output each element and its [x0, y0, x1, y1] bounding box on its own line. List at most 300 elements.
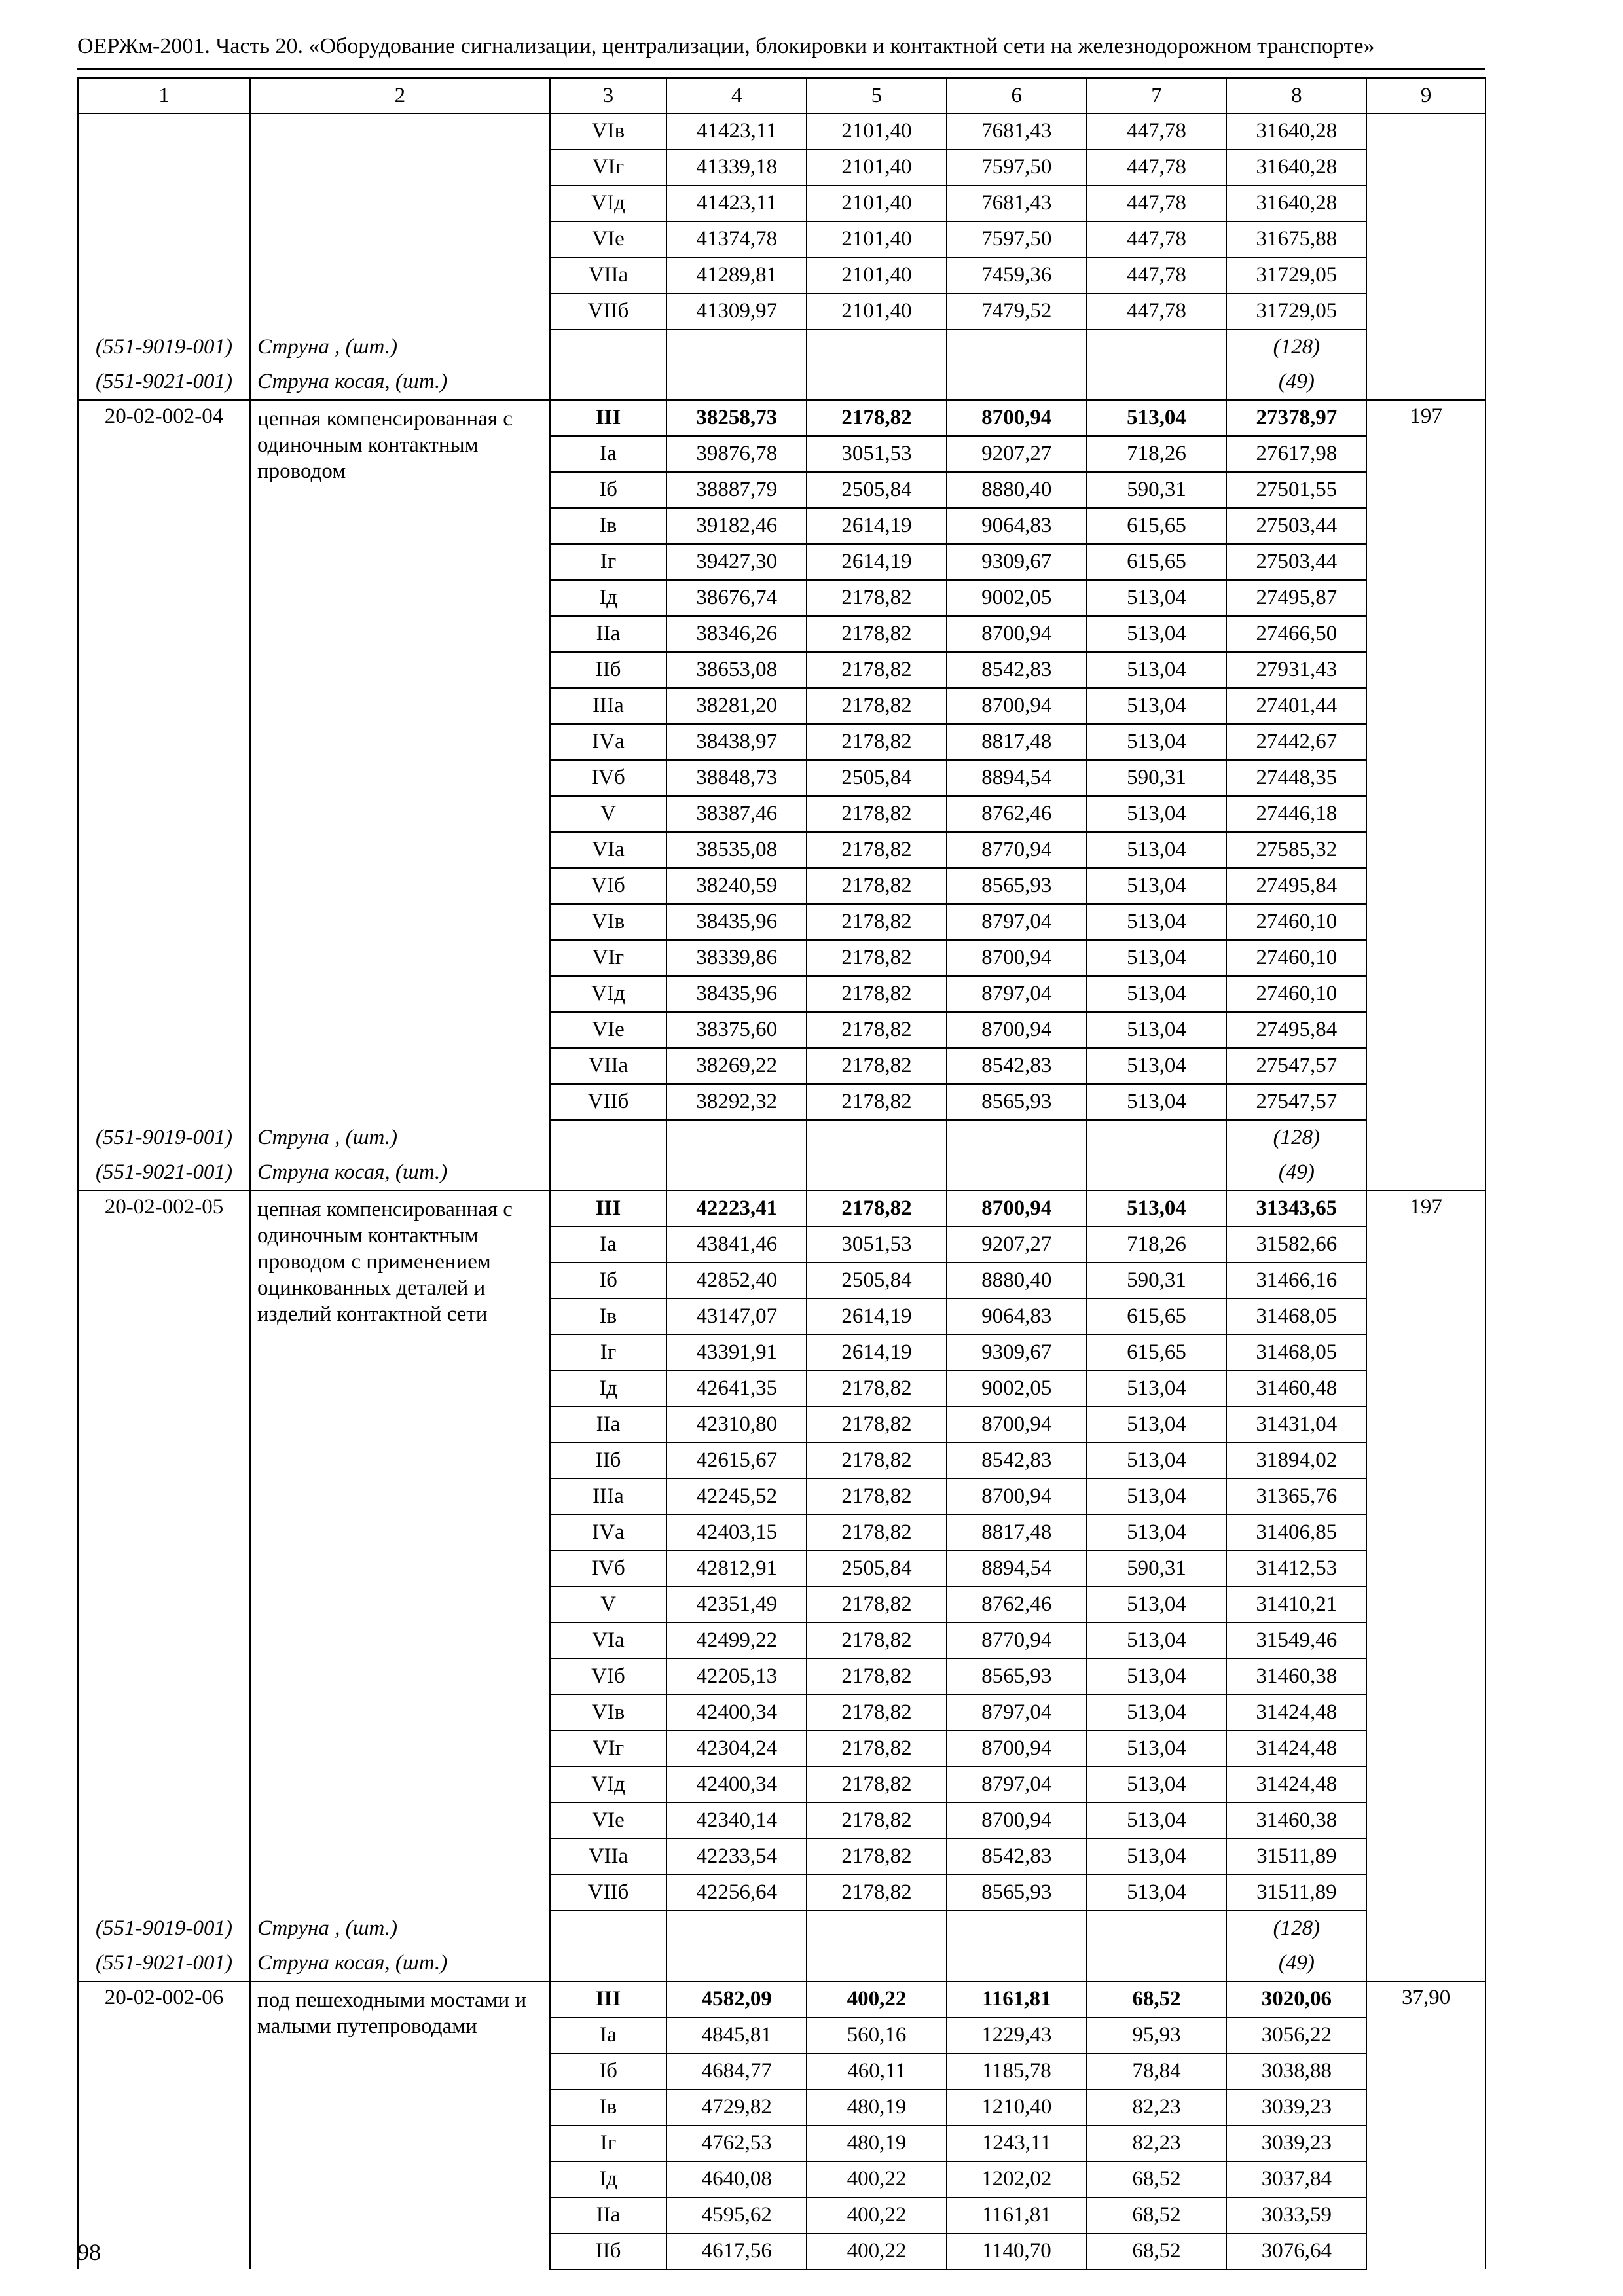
- value-cell: 513,04: [1087, 1191, 1227, 1227]
- zone-cell: IIа: [550, 616, 667, 652]
- value-cell: 42351,49: [666, 1587, 807, 1623]
- value-cell: 27503,44: [1226, 508, 1366, 544]
- value-cell: 8894,54: [947, 760, 1087, 796]
- value-cell: 4595,62: [666, 2197, 807, 2233]
- zone-cell: IIб: [550, 2233, 667, 2269]
- value-cell: 2101,40: [807, 149, 947, 185]
- labor-cell: 37,90: [1366, 1981, 1486, 2269]
- value-cell: 8700,94: [947, 1731, 1087, 1767]
- resource-note-row: [78, 1946, 1486, 1981]
- zone-cell: IIа: [550, 1407, 667, 1443]
- resource-code: (551-9021-001): [78, 1946, 250, 1981]
- value-cell: 31343,65: [1226, 1191, 1366, 1227]
- value-cell: 31431,04: [1226, 1407, 1366, 1443]
- zone-cell: IIб: [550, 652, 667, 688]
- value-cell: 3033,59: [1226, 2197, 1366, 2233]
- zone-cell: VIа: [550, 1623, 667, 1659]
- value-cell: 2178,82: [807, 1084, 947, 1120]
- value-cell: 43391,91: [666, 1335, 807, 1371]
- value-cell: 460,11: [807, 2053, 947, 2089]
- value-cell: 8700,94: [947, 1191, 1087, 1227]
- value-cell: 68,52: [1087, 2233, 1227, 2269]
- value-cell: 2178,82: [807, 1515, 947, 1551]
- zone-cell: IVа: [550, 724, 667, 760]
- value-cell: 27460,10: [1226, 940, 1366, 976]
- value-cell: 2101,40: [807, 221, 947, 257]
- resource-code: (551-9019-001): [78, 1120, 250, 1155]
- value-cell: 9207,27: [947, 1227, 1087, 1263]
- value-cell: 39182,46: [666, 508, 807, 544]
- value-cell: 7681,43: [947, 113, 1087, 149]
- value-cell: 41289,81: [666, 257, 807, 293]
- value-cell: 513,04: [1087, 1731, 1227, 1767]
- value-cell: 513,04: [1087, 1479, 1227, 1515]
- value-cell: 2614,19: [807, 508, 947, 544]
- value-cell: 3020,06: [1226, 1981, 1366, 2017]
- value-cell: 513,04: [1087, 1084, 1227, 1120]
- zone-cell: Iд: [550, 2161, 667, 2197]
- empty-cell: [807, 365, 947, 400]
- resource-name: Струна косая, (шт.): [250, 1155, 550, 1191]
- value-cell: 31424,48: [1226, 1767, 1366, 1803]
- value-cell: 27931,43: [1226, 652, 1366, 688]
- value-cell: 718,26: [1087, 1227, 1227, 1263]
- value-cell: 3037,84: [1226, 2161, 1366, 2197]
- value-cell: 8700,94: [947, 688, 1087, 724]
- value-cell: 31729,05: [1226, 257, 1366, 293]
- value-cell: 4617,56: [666, 2233, 807, 2269]
- resource-note-row: [78, 1155, 1486, 1191]
- value-cell: 513,04: [1087, 1803, 1227, 1839]
- value-cell: 2101,40: [807, 185, 947, 221]
- value-cell: 2178,82: [807, 796, 947, 832]
- value-cell: 513,04: [1087, 1371, 1227, 1407]
- value-cell: 38375,60: [666, 1012, 807, 1048]
- zone-cell: VIв: [550, 904, 667, 940]
- value-cell: 513,04: [1087, 652, 1227, 688]
- value-cell: 68,52: [1087, 2197, 1227, 2233]
- resource-quantity: (49): [1226, 365, 1366, 400]
- value-cell: 513,04: [1087, 1587, 1227, 1623]
- resource-name: Струна косая, (шт.): [250, 1946, 550, 1981]
- value-cell: 590,31: [1087, 1263, 1227, 1299]
- value-cell: 513,04: [1087, 616, 1227, 652]
- empty-cell: [1087, 1946, 1227, 1981]
- value-cell: 38535,08: [666, 832, 807, 868]
- value-cell: 2178,82: [807, 1048, 947, 1084]
- value-cell: 4582,09: [666, 1981, 807, 2017]
- value-cell: 8542,83: [947, 1839, 1087, 1874]
- value-cell: 8700,94: [947, 1407, 1087, 1443]
- value-cell: 480,19: [807, 2089, 947, 2125]
- zone-cell: VIб: [550, 1659, 667, 1695]
- value-cell: 615,65: [1087, 544, 1227, 580]
- value-cell: 38269,22: [666, 1048, 807, 1084]
- table-row: [78, 1191, 1486, 1227]
- value-cell: 27503,44: [1226, 544, 1366, 580]
- value-cell: 31406,85: [1226, 1515, 1366, 1551]
- value-cell: 560,16: [807, 2017, 947, 2053]
- value-cell: 8565,93: [947, 868, 1087, 904]
- value-cell: 8762,46: [947, 796, 1087, 832]
- value-cell: 27401,44: [1226, 688, 1366, 724]
- value-cell: 27501,55: [1226, 472, 1366, 508]
- value-cell: 8770,94: [947, 1623, 1087, 1659]
- value-cell: 8797,04: [947, 1767, 1087, 1803]
- zone-cell: VIг: [550, 1731, 667, 1767]
- value-cell: 2178,82: [807, 1767, 947, 1803]
- value-cell: 3051,53: [807, 436, 947, 472]
- zone-cell: Iа: [550, 2017, 667, 2053]
- value-cell: 38848,73: [666, 760, 807, 796]
- empty-cell: [1087, 1120, 1227, 1155]
- item-description: цепная компенсированная с одиночным контактным проводом: [257, 407, 513, 483]
- value-cell: 8817,48: [947, 724, 1087, 760]
- value-cell: 4845,81: [666, 2017, 807, 2053]
- value-cell: 400,22: [807, 2233, 947, 2269]
- value-cell: 513,04: [1087, 1623, 1227, 1659]
- value-cell: 8542,83: [947, 1048, 1087, 1084]
- value-cell: 400,22: [807, 2197, 947, 2233]
- item-code: 20-02-002-04: [78, 400, 250, 1120]
- value-cell: 8542,83: [947, 1443, 1087, 1479]
- value-cell: 38240,59: [666, 868, 807, 904]
- item-description-cell: [250, 400, 550, 1120]
- empty-cell: [807, 1155, 947, 1191]
- zone-cell: VIд: [550, 976, 667, 1012]
- value-cell: 2505,84: [807, 1551, 947, 1587]
- zone-cell: VIа: [550, 832, 667, 868]
- code-cell-empty: [78, 113, 250, 329]
- value-cell: 447,78: [1087, 257, 1227, 293]
- zone-cell: IIIа: [550, 1479, 667, 1515]
- column-number-4: 4: [666, 78, 807, 113]
- value-cell: 42403,15: [666, 1515, 807, 1551]
- zone-cell: VIв: [550, 113, 667, 149]
- value-cell: 1161,81: [947, 1981, 1087, 2017]
- value-cell: 31424,48: [1226, 1731, 1366, 1767]
- value-cell: 513,04: [1087, 1767, 1227, 1803]
- value-cell: 8880,40: [947, 1263, 1087, 1299]
- zone-cell: Iв: [550, 508, 667, 544]
- resource-name: Струна косая, (шт.): [250, 365, 550, 400]
- zone-cell: IIб: [550, 1443, 667, 1479]
- value-cell: 2178,82: [807, 1443, 947, 1479]
- zone-cell: Iв: [550, 1299, 667, 1335]
- value-cell: 513,04: [1087, 1515, 1227, 1551]
- value-cell: 1161,81: [947, 2197, 1087, 2233]
- value-cell: 42205,13: [666, 1659, 807, 1695]
- value-cell: 513,04: [1087, 868, 1227, 904]
- item-description: цепная компенсированная с одиночным контактным проводом с применением оцинкованных деталей и изделий контактной сети: [257, 1198, 513, 1326]
- zone-cell: IVб: [550, 1551, 667, 1587]
- value-cell: 38387,46: [666, 796, 807, 832]
- value-cell: 9064,83: [947, 1299, 1087, 1335]
- value-cell: 42256,64: [666, 1874, 807, 1910]
- value-cell: 2178,82: [807, 1839, 947, 1874]
- empty-cell: [947, 1155, 1087, 1191]
- value-cell: 513,04: [1087, 796, 1227, 832]
- value-cell: 43147,07: [666, 1299, 807, 1335]
- value-cell: 42400,34: [666, 1695, 807, 1731]
- description-cell-empty: [250, 113, 550, 329]
- value-cell: 27460,10: [1226, 976, 1366, 1012]
- value-cell: 513,04: [1087, 1659, 1227, 1695]
- value-cell: 8700,94: [947, 940, 1087, 976]
- value-cell: 41423,11: [666, 185, 807, 221]
- value-cell: 2178,82: [807, 580, 947, 616]
- running-header: ОЕРЖм-2001. Часть 20. «Оборудование сигнализации, централизации, блокировки и контактной сети на железнодорожном транспорте»: [77, 34, 1375, 58]
- zone-cell: VIд: [550, 1767, 667, 1803]
- value-cell: 590,31: [1087, 760, 1227, 796]
- zone-cell: VIд: [550, 185, 667, 221]
- resource-code: (551-9019-001): [78, 1910, 250, 1946]
- value-cell: 27466,50: [1226, 616, 1366, 652]
- zone-cell: Iб: [550, 1263, 667, 1299]
- empty-cell: [1087, 365, 1227, 400]
- value-cell: 31412,53: [1226, 1551, 1366, 1587]
- value-cell: 31675,88: [1226, 221, 1366, 257]
- value-cell: 718,26: [1087, 436, 1227, 472]
- value-cell: 2178,82: [807, 1407, 947, 1443]
- value-cell: 590,31: [1087, 472, 1227, 508]
- value-cell: 27448,35: [1226, 760, 1366, 796]
- value-cell: 3051,53: [807, 1227, 947, 1263]
- value-cell: 38258,73: [666, 400, 807, 436]
- value-cell: 8565,93: [947, 1084, 1087, 1120]
- value-cell: 2178,82: [807, 1012, 947, 1048]
- value-cell: 2178,82: [807, 976, 947, 1012]
- zone-cell: VIе: [550, 1803, 667, 1839]
- resource-note-row: [78, 1120, 1486, 1155]
- value-cell: 1202,02: [947, 2161, 1087, 2197]
- value-cell: 513,04: [1087, 940, 1227, 976]
- value-cell: 38435,96: [666, 976, 807, 1012]
- value-cell: 9309,67: [947, 544, 1087, 580]
- value-cell: 480,19: [807, 2125, 947, 2161]
- value-cell: 513,04: [1087, 904, 1227, 940]
- value-cell: 38346,26: [666, 616, 807, 652]
- value-cell: 31424,48: [1226, 1695, 1366, 1731]
- value-cell: 2178,82: [807, 1371, 947, 1407]
- zone-cell: VIг: [550, 940, 667, 976]
- column-number-9: 9: [1366, 78, 1486, 113]
- zone-cell: VIв: [550, 1695, 667, 1731]
- value-cell: 2178,82: [807, 1731, 947, 1767]
- empty-cell: [666, 1120, 807, 1155]
- zone-cell: VIе: [550, 221, 667, 257]
- value-cell: 31460,48: [1226, 1371, 1366, 1407]
- value-cell: 27442,67: [1226, 724, 1366, 760]
- value-cell: 42233,54: [666, 1839, 807, 1874]
- empty-cell: [666, 1155, 807, 1191]
- zone-cell: VIIа: [550, 1048, 667, 1084]
- zone-cell: IIIа: [550, 688, 667, 724]
- resource-quantity: (49): [1226, 1155, 1366, 1191]
- table-row: [78, 113, 1486, 149]
- item-description-cell: [250, 1191, 550, 1910]
- value-cell: 513,04: [1087, 400, 1227, 436]
- value-cell: 2178,82: [807, 1587, 947, 1623]
- value-cell: 27495,87: [1226, 580, 1366, 616]
- value-cell: 2178,82: [807, 940, 947, 976]
- value-cell: 615,65: [1087, 508, 1227, 544]
- column-number-7: 7: [1087, 78, 1227, 113]
- item-code: 20-02-002-06: [78, 1981, 250, 2269]
- value-cell: 2178,82: [807, 400, 947, 436]
- value-cell: 3056,22: [1226, 2017, 1366, 2053]
- value-cell: 42641,35: [666, 1371, 807, 1407]
- column-number-8: 8: [1226, 78, 1366, 113]
- empty-cell: [947, 1910, 1087, 1946]
- empty-cell: [807, 1120, 947, 1155]
- value-cell: 41309,97: [666, 293, 807, 329]
- zone-cell: IIа: [550, 2197, 667, 2233]
- value-cell: 7681,43: [947, 185, 1087, 221]
- value-cell: 1185,78: [947, 2053, 1087, 2089]
- value-cell: 31894,02: [1226, 1443, 1366, 1479]
- zone-cell: VIг: [550, 149, 667, 185]
- value-cell: 8700,94: [947, 616, 1087, 652]
- value-cell: 9064,83: [947, 508, 1087, 544]
- value-cell: 1229,43: [947, 2017, 1087, 2053]
- rates-table: [77, 77, 1486, 2270]
- value-cell: 78,84: [1087, 2053, 1227, 2089]
- value-cell: 27460,10: [1226, 904, 1366, 940]
- resource-quantity: (128): [1226, 329, 1366, 365]
- zone-cell: VIIб: [550, 293, 667, 329]
- empty-cell: [947, 1946, 1087, 1981]
- value-cell: 38887,79: [666, 472, 807, 508]
- value-cell: 447,78: [1087, 221, 1227, 257]
- zone-cell: IVб: [550, 760, 667, 796]
- value-cell: 2505,84: [807, 760, 947, 796]
- value-cell: 31468,05: [1226, 1299, 1366, 1335]
- value-cell: 27495,84: [1226, 1012, 1366, 1048]
- value-cell: 400,22: [807, 1981, 947, 2017]
- value-cell: 38435,96: [666, 904, 807, 940]
- empty-cell: [666, 329, 807, 365]
- empty-cell: [666, 1946, 807, 1981]
- zone-cell: Iг: [550, 1335, 667, 1371]
- column-number-5: 5: [807, 78, 947, 113]
- value-cell: 8797,04: [947, 976, 1087, 1012]
- value-cell: 513,04: [1087, 1443, 1227, 1479]
- labor-cell: 197: [1366, 400, 1486, 1191]
- empty-cell: [550, 1155, 667, 1191]
- value-cell: 513,04: [1087, 1407, 1227, 1443]
- value-cell: 2614,19: [807, 544, 947, 580]
- value-cell: 42304,24: [666, 1731, 807, 1767]
- value-cell: 3076,64: [1226, 2233, 1366, 2269]
- item-description: под пешеходными мостами и малыми путепроводами: [257, 1988, 527, 2038]
- resource-name: Струна , (шт.): [250, 1910, 550, 1946]
- value-cell: 31640,28: [1226, 185, 1366, 221]
- value-cell: 7459,36: [947, 257, 1087, 293]
- value-cell: 8762,46: [947, 1587, 1087, 1623]
- zone-cell: Iа: [550, 1227, 667, 1263]
- value-cell: 31410,21: [1226, 1587, 1366, 1623]
- empty-cell: [807, 1946, 947, 1981]
- value-cell: 447,78: [1087, 113, 1227, 149]
- zone-cell: III: [550, 400, 667, 436]
- empty-cell: [1087, 1155, 1227, 1191]
- value-cell: 42245,52: [666, 1479, 807, 1515]
- value-cell: 8700,94: [947, 1803, 1087, 1839]
- zone-cell: VIе: [550, 1012, 667, 1048]
- value-cell: 95,93: [1087, 2017, 1227, 2053]
- value-cell: 7597,50: [947, 149, 1087, 185]
- value-cell: 31640,28: [1226, 149, 1366, 185]
- column-number-row: [78, 78, 1486, 113]
- value-cell: 68,52: [1087, 2161, 1227, 2197]
- value-cell: 2178,82: [807, 1803, 947, 1839]
- value-cell: 615,65: [1087, 1299, 1227, 1335]
- value-cell: 4684,77: [666, 2053, 807, 2089]
- value-cell: 8565,93: [947, 1874, 1087, 1910]
- value-cell: 2178,82: [807, 688, 947, 724]
- zone-cell: III: [550, 1191, 667, 1227]
- zone-cell: VIIб: [550, 1084, 667, 1120]
- value-cell: 27446,18: [1226, 796, 1366, 832]
- zone-cell: Iв: [550, 2089, 667, 2125]
- value-cell: 82,23: [1087, 2089, 1227, 2125]
- value-cell: 42400,34: [666, 1767, 807, 1803]
- empty-cell: [1087, 1910, 1227, 1946]
- empty-cell: [807, 329, 947, 365]
- value-cell: 43841,46: [666, 1227, 807, 1263]
- value-cell: 2505,84: [807, 1263, 947, 1299]
- zone-cell: VIб: [550, 868, 667, 904]
- value-cell: 400,22: [807, 2161, 947, 2197]
- resource-quantity: (128): [1226, 1910, 1366, 1946]
- value-cell: 41339,18: [666, 149, 807, 185]
- value-cell: 2101,40: [807, 257, 947, 293]
- value-cell: 31640,28: [1226, 113, 1366, 149]
- value-cell: 39427,30: [666, 544, 807, 580]
- value-cell: 2505,84: [807, 472, 947, 508]
- resource-note-row: [78, 329, 1486, 365]
- value-cell: 513,04: [1087, 688, 1227, 724]
- value-cell: 42499,22: [666, 1623, 807, 1659]
- value-cell: 31468,05: [1226, 1335, 1366, 1371]
- value-cell: 4729,82: [666, 2089, 807, 2125]
- value-cell: 8797,04: [947, 904, 1087, 940]
- col9-cell-empty: [1366, 113, 1486, 400]
- value-cell: 31549,46: [1226, 1623, 1366, 1659]
- value-cell: 38339,86: [666, 940, 807, 976]
- empty-cell: [666, 1910, 807, 1946]
- value-cell: 3039,23: [1226, 2125, 1366, 2161]
- value-cell: 2178,82: [807, 1623, 947, 1659]
- value-cell: 8700,94: [947, 400, 1087, 436]
- resource-note-row: [78, 365, 1486, 400]
- column-number-3: 3: [550, 78, 667, 113]
- value-cell: 513,04: [1087, 1695, 1227, 1731]
- zone-cell: III: [550, 1981, 667, 2017]
- value-cell: 2178,82: [807, 1191, 947, 1227]
- resource-note-row: [78, 1910, 1486, 1946]
- value-cell: 2178,82: [807, 652, 947, 688]
- value-cell: 68,52: [1087, 1981, 1227, 2017]
- value-cell: 9207,27: [947, 436, 1087, 472]
- value-cell: 2178,82: [807, 1659, 947, 1695]
- value-cell: 8817,48: [947, 1515, 1087, 1551]
- value-cell: 615,65: [1087, 1335, 1227, 1371]
- value-cell: 513,04: [1087, 976, 1227, 1012]
- value-cell: 38292,32: [666, 1084, 807, 1120]
- value-cell: 513,04: [1087, 1012, 1227, 1048]
